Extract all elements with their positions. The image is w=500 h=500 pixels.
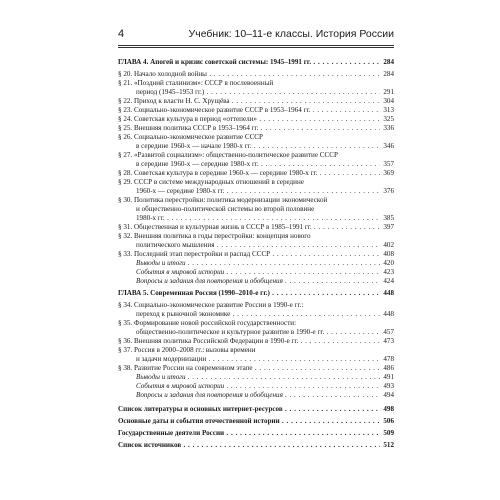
toc-entry-title: политического мышления . . . [136, 241, 380, 250]
toc-page-number: 509 [383, 429, 394, 437]
page-number: 4 [118, 28, 125, 40]
running-title: Учебник: 10–11-е классы. История России [188, 28, 394, 40]
toc-entry-title: § 27. «Развитой социализм»: общественно-политическое развитие СССР [118, 151, 338, 159]
toc-entry-title: Выводы и итоги . . . [136, 259, 380, 268]
toc-page-number: 473 [383, 337, 394, 345]
toc-entry-title: 1980-х гг. . . . [136, 214, 380, 223]
toc-page-number: 325 [383, 115, 394, 123]
toc-entry-title: События в мировой истории . . . [136, 382, 380, 391]
toc-entry-title: период (1945–1953 гг.) . . . [136, 88, 380, 97]
toc-page-number: 512 [383, 441, 394, 449]
toc-page-number: 346 [383, 142, 394, 150]
toc-page-number: 424 [383, 277, 394, 285]
toc-entry-title: § 26. Социально-экономическое развитие СССР [118, 133, 263, 141]
toc-page-number: 304 [383, 97, 394, 105]
toc-entry-title: Основные даты и события отечественной истории . . . [118, 417, 380, 426]
toc-entry-title: § 34. Социально-экономическое развитие России в 1990-е гг.: [118, 301, 304, 309]
toc-entry-title: переход к рыночной экономике . . . [136, 310, 380, 319]
toc-page-number: 498 [383, 405, 394, 413]
toc-page-number: 506 [383, 417, 394, 425]
toc-entry-title: § 33. Последний этап перестройки и распад СССР . . . [118, 250, 380, 259]
toc-page-number: 397 [383, 223, 394, 231]
toc-entry-title: § 24. Советская культура в период «оттепели» . . . [118, 115, 380, 124]
toc-entry-title: § 20. Начало холодной войны . . . [118, 70, 380, 79]
toc-page-number: 402 [383, 241, 394, 249]
toc-entry-title: 1960-х — середине 1980-х гг. . . . [136, 187, 380, 196]
toc-entry-title: § 28. Советская культура в середине 1960-х — середине 1980-х гг. . . . [118, 169, 380, 178]
toc-page-number: 385 [383, 214, 394, 222]
toc-entry-title: и задачи модернизации . . . [136, 355, 380, 364]
toc-entry-title: § 37. Россия в 2000–2008 гг.: вызовы времени [118, 346, 256, 354]
toc-entry-title: § 36. Внешняя политика Российской Федерации в 1990-е гг. . . . [118, 337, 380, 346]
toc-page-number: 448 [383, 310, 394, 318]
toc-page-number: 357 [383, 160, 394, 168]
toc-entry-title: § 35. Формирование новой российской государственности: [118, 319, 297, 327]
toc-entry-title: и общественно-политической системы во второй половине [136, 205, 315, 213]
toc-page-number: 313 [383, 106, 394, 114]
toc-page-number: 493 [383, 382, 394, 390]
toc-page-number: 291 [383, 88, 394, 96]
toc-entry-title: § 31. Общественная и культурная жизнь в СССР в 1985–1991 гг. . . . [118, 223, 380, 232]
toc-entry-title: Список литературы и основных интернет-ресурсов . . . [118, 405, 380, 414]
toc-page-number: 284 [383, 58, 394, 66]
toc-entry-title: § 23. Социально-экономическое развитие СССР в 1953–1964 гг. . . . [118, 106, 380, 115]
header-rule-second [118, 47, 394, 48]
toc-page-number: 408 [383, 250, 394, 258]
page-header [118, 24, 394, 46]
toc-page-number: 420 [383, 259, 394, 267]
toc-page-number: 478 [383, 355, 394, 363]
toc-entry-title: § 25. Внешняя политика СССР в 1953–1964 гг. . . . [118, 124, 380, 133]
toc-entry-title: § 38. Развитие России на современном этапе . . . [118, 364, 380, 373]
toc-page-number: 457 [383, 328, 394, 336]
toc-entry-title: Список источников . . . [118, 441, 380, 450]
toc-entry-title: § 21. «Поздний сталинизм»: СССР в послевоенный [118, 79, 274, 87]
toc-entry-title: Вопросы и задания для повторения и обобщения . . . [136, 391, 380, 400]
toc-page-number: 336 [383, 124, 394, 132]
toc-page-number: 284 [383, 70, 394, 78]
toc-page-number: 491 [383, 373, 394, 381]
toc-entry-title: в середине 1960-х — середине 1980-х гг. . . . [136, 160, 380, 169]
toc-entry-title: ГЛАВА 4. Апогей и кризис советской системы: 1945–1991 гг. . . . [118, 58, 380, 67]
toc-entry-title: § 32. Внешняя политика в годы перестройки: концепция нового [118, 232, 311, 240]
toc-entry-title: § 30. Политика перестройки: политика модернизации экономической [118, 196, 328, 204]
toc-entry-title: в середине 1960-х — начале 1980-х гг. . . . [136, 142, 380, 151]
toc-entry-title: общественно-политическое и культурное развитие в 1990-е гг. . . . [136, 328, 380, 337]
toc-page-number: 486 [383, 364, 394, 372]
toc-page-number: 448 [383, 289, 394, 297]
toc-entry-title: ГЛАВА 5. Современная Россия (1990–2010-е гг.) . . . [118, 289, 380, 298]
toc-entry-title: Государственные деятели России . . . [118, 429, 380, 438]
toc-entry-title: § 29. СССР в системе международных отношений в середине [118, 178, 304, 186]
toc-entry-title: Вопросы и задания для повторения и обобщения . . . [136, 277, 380, 286]
book-page [118, 24, 394, 494]
toc-entry-title: § 22. Приход к власти Н. С. Хрущёва . . . [118, 97, 380, 106]
toc-entry-title: События в мировой истории . . . [136, 268, 380, 277]
toc-page-number: 376 [383, 187, 394, 195]
toc-page-number: 494 [383, 391, 394, 399]
toc-entry-title: Выводы и итоги . . . [136, 373, 380, 382]
toc-page-number: 423 [383, 268, 394, 276]
toc-page-number: 369 [383, 169, 394, 177]
